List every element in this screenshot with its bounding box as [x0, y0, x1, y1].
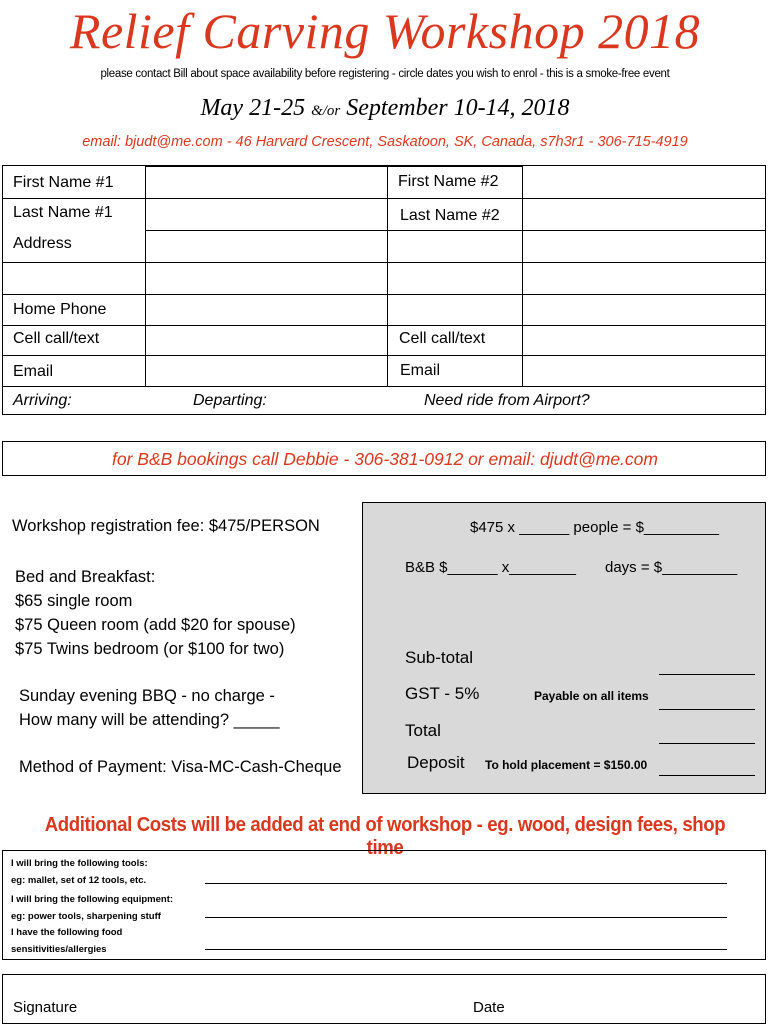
equipment-field[interactable]: [205, 917, 727, 918]
food-label: I have the following food: [11, 927, 123, 938]
bbq-line-1: Sunday evening BBQ - no charge -: [19, 687, 275, 705]
last-name-1-field[interactable]: [145, 198, 388, 231]
last-name-2-field[interactable]: [523, 198, 765, 230]
page-title: Relief Carving Workshop 2018: [69, 3, 701, 59]
first-name-1-field[interactable]: [145, 166, 388, 199]
grid-cell: [387, 262, 523, 295]
email-2-label: Email: [400, 362, 441, 379]
bb-queen-room: $75 Queen room (add $20 for spouse): [15, 616, 296, 634]
email-1-field[interactable]: [145, 355, 388, 387]
deposit-label: Deposit: [407, 753, 465, 772]
tools-label: I will bring the following tools:: [11, 858, 148, 869]
registration-notice: please contact Bill about space availability before registering - circle dates you wish to enrol - this is a smoke-free event: [100, 68, 670, 80]
address-field-2[interactable]: [145, 262, 388, 295]
bb-calc-nights[interactable]: B&B $______ x________: [405, 559, 576, 576]
total-field[interactable]: [659, 743, 755, 744]
grid-cell: [387, 230, 523, 263]
cell-2-label: Cell call/text: [399, 330, 486, 347]
last-name-1-label: Last Name #1: [13, 204, 113, 221]
dates-september: September 10-14, 2018: [346, 95, 570, 121]
people-calc-line[interactable]: $475 x ______ people = $_________: [470, 519, 719, 536]
departing-label: Departing:: [193, 392, 267, 409]
dates-and-or: &/or: [311, 103, 341, 119]
tools-field[interactable]: [205, 883, 727, 884]
first-name-2-label: First Name #2: [398, 173, 499, 190]
bring-items-box: [2, 850, 766, 960]
total-label: Total: [405, 721, 441, 740]
first-name-2-field[interactable]: [523, 166, 765, 198]
gst-field[interactable]: [659, 709, 755, 710]
tools-example: eg: mallet, set of 12 tools, etc.: [11, 875, 147, 886]
food-label-cont: sensitivities/allergies: [11, 944, 107, 955]
airport-ride-label: Need ride from Airport?: [424, 392, 590, 409]
bb-twins-bedroom: $75 Twins bedroom (or $100 for two): [15, 640, 285, 658]
deposit-note: To hold placement = $150.00: [485, 758, 648, 772]
cell-2-field[interactable]: [523, 325, 765, 355]
arriving-label: Arriving:: [13, 392, 72, 409]
subtotal-field[interactable]: [659, 674, 755, 675]
deposit-field[interactable]: [659, 775, 755, 776]
signature-label[interactable]: Signature: [13, 999, 78, 1016]
date-label[interactable]: Date: [473, 999, 505, 1016]
gst-label: GST - 5%: [405, 684, 480, 703]
signature-box: [2, 974, 766, 1024]
home-phone-label: Home Phone: [13, 301, 107, 318]
workshop-dates: [0, 95, 770, 122]
email-1-label: Email: [13, 363, 54, 380]
cell-1-field[interactable]: [145, 325, 388, 356]
registration-form: [2, 165, 766, 415]
gst-note: Payable on all items: [534, 689, 649, 703]
dates-may: May 21-25: [200, 95, 306, 121]
payment-method: Method of Payment: Visa-MC-Cash-Cheque: [19, 758, 342, 776]
bb-calc-days[interactable]: days = $_________: [605, 559, 738, 576]
last-name-2-label: Last Name #2: [400, 207, 500, 224]
email-2-field[interactable]: [523, 355, 765, 386]
registration-fee: Workshop registration fee: $475/PERSON: [12, 517, 320, 535]
contact-line: email: bjudt@me.com - 46 Harvard Crescent, Saskatoon, SK, Canada, s7h3r1 - 306-715-4919: [82, 134, 688, 150]
subtotal-label: Sub-total: [405, 648, 474, 667]
food-field[interactable]: [205, 949, 727, 950]
bb-title: Bed and Breakfast:: [15, 568, 156, 586]
bbq-attending[interactable]: How many will be attending? _____: [19, 711, 280, 729]
address-field-1[interactable]: [145, 230, 388, 263]
equipment-example: eg: power tools, sharpening stuff: [11, 911, 161, 922]
equipment-label: I will bring the following equipment:: [11, 894, 174, 905]
bb-single-room: $65 single room: [15, 592, 133, 610]
bb-booking-note: for B&B bookings call Debbie - 306-381-0912 or email: djudt@me.com: [112, 449, 658, 469]
cost-calculation-panel: [362, 502, 766, 794]
additional-costs-note: Additional Costs will be added at end of workshop - eg. wood, design fees, shop time: [44, 814, 726, 859]
grid-cell: [387, 294, 523, 326]
home-phone-field[interactable]: [145, 294, 388, 326]
address-label: Address: [13, 235, 72, 252]
cell-1-label: Cell call/text: [13, 330, 100, 347]
first-name-1-label: First Name #1: [13, 174, 114, 191]
